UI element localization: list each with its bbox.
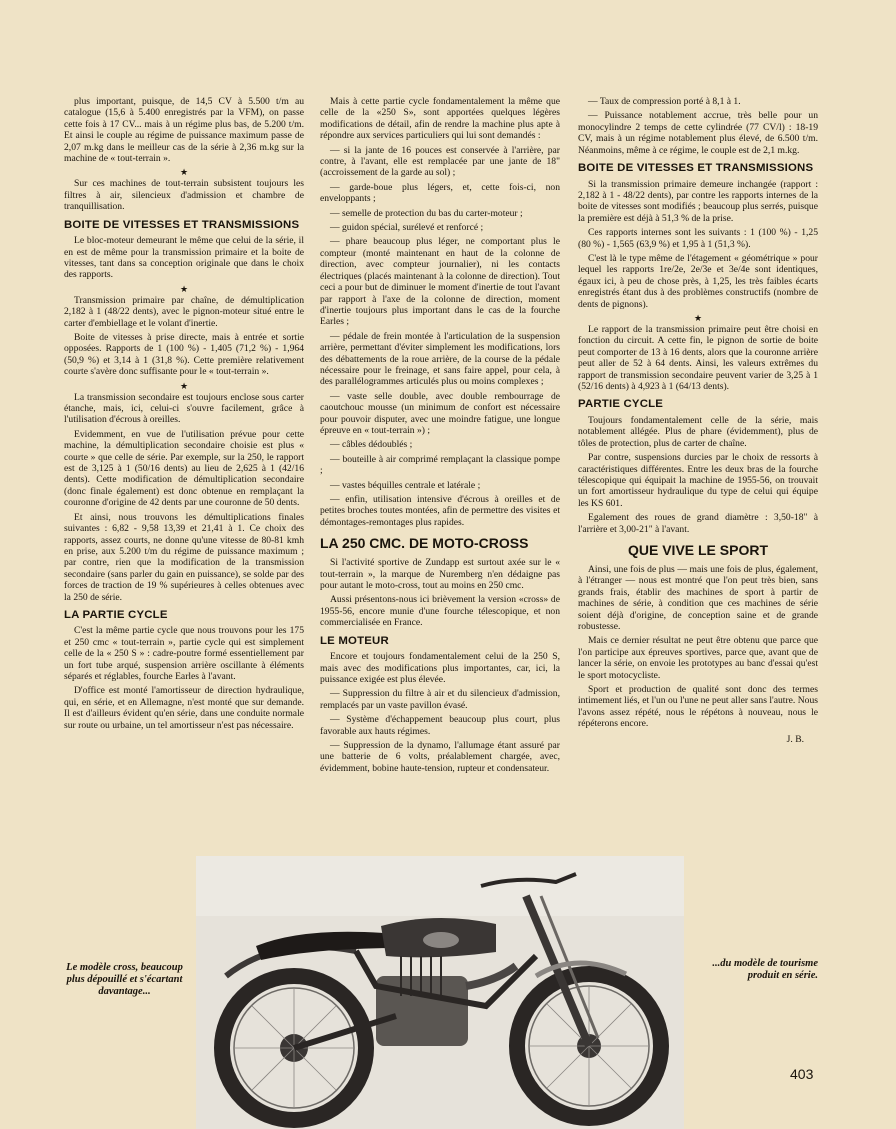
paragraph: Ces rapports internes sont les suivants : 1 (100 %) - 1,25 (80 %) - 1,565 (63,9 %) et 1,95 à 1 (51,3 %). [578, 227, 818, 250]
paragraph: Boite de vitesses à prise directe, mais à entrée et sortie opposées. Rapports de 1 (100 %) - 1,405 (71,2 %) - 1,964 (50,9 %) et 3,14 à 1 (31,8 %). Cette première relativement courte s'avère donc suffisante pour le « tout-terrain ». [64, 332, 304, 378]
list-item: — vaste selle double, avec double rembourrage de caoutchouc mousse (un minimum de confort est nécessaire pour pouvoir disputer, avec une moindre fatigue, une longue épreuve en « tout-terrain ») ; [320, 390, 560, 436]
list-item: — Suppression de la dynamo, l'allumage étant assuré par une batterie de 6 volts, préalablement chargée, avec, évidemment, bobine haute-tension, rupteur et condensateur. [320, 740, 560, 774]
photo-caption-right: ...du modèle de tourisme produit en série. [712, 958, 818, 981]
paragraph: Toujours fondamentalement celle de la série, mais notablement allégée. Plus de phare (évidemment), plus de tôles de protection, plus de carter de chaîne. [578, 414, 818, 449]
paragraph: Le rapport de la transmission primaire peut être choisi en fonction du circuit. A cette fin, le pignon de sortie de boite peut comporter de 13 à 16 dents, alors que la couronne arrière peut aller de 52 à 64 dents. Ainsi, les valeurs extrêmes du rapport de transmission secondaire peuvent varier de 3,25 à 1 (52/16 dents) à 4,923 à 1 (64/13 dents). [578, 324, 818, 393]
paragraph: Evidemment, en vue de l'utilisation prévue pour cette machine, la démultiplication secondaire choisie est plus « courte » que celle de série. Par exemple, sur la 250, le rapport est de 3,125 à 1 (50/16 dents) au lieu de 2,625 à 1 (42/16 dents). Cette modification de démultiplication secondaire (donc finale également) est donc obtenue en remplaçant la couronne d'origine de 42 dents par une couronne de 50 dents. [64, 428, 304, 509]
paragraph: Si la transmission primaire demeure inchangée (rapport : 2,182 à 1 - 48/22 dents), par contre les rapports internes de la boite de vitesses sont modifiés ; beaucoup plus serrés, puisque la première est déjà à 51,3 % de la prise. [578, 178, 818, 224]
author-signature: J. B. [786, 733, 804, 745]
separator-star: ★ [179, 380, 189, 391]
separator-star: ★ [179, 167, 189, 178]
paragraph: Ainsi, une fois de plus — mais une fois de plus, également, à l'étranger — nous est montré que l'on peut très bien, sans grands frais, établir des machines de sport à partir de machines de série, à condition que ces machines de série soient déjà d'origine, de conception saine et de grande robustesse. [578, 564, 818, 633]
text-column-3 [578, 96, 818, 745]
paragraph: C'est là le type même de l'étagement « géométrique » pour lequel les rapports 1re/2e, 2e/3e et 3e/4e sont identiques, égaux ici, à peu de chose près, à 1,25, les très faibles écarts enregistrés étant dus à des problèmes constructifs (nombre de dents de pignons). [578, 252, 818, 310]
paragraph: D'office est monté l'amortisseur de direction hydraulique, qui, en série, et en Allemagne, n'est monté que sur demande. Il est d'ailleurs évident qu'en série, dans une conduite normale sur route ou urbaine, un tel amortisseur n'est pas nécessaire. [64, 685, 304, 731]
list-item: — si la jante de 16 pouces est conservée à l'arrière, par contre, à l'avant, elle est remplacée par une jante de 18" (accroissement de la garde au sol) ; [320, 144, 560, 179]
section-heading: LA PARTIE CYCLE [64, 608, 168, 621]
separator-star: ★ [693, 313, 703, 323]
paragraph: Egalement des roues de grand diamètre : 3,50-18" à l'arrière et 3,00-21" à l'avant. [578, 512, 818, 535]
section-heading: BOITE DE VITESSES ET TRANSMISSIONS [578, 162, 814, 175]
paragraph: La transmission secondaire est toujours enclose sous carter étanche, mais, ici, celui-ci s'ouvre facilement, grâce à l'utilisation d'écrous à oreilles. [64, 391, 304, 426]
paragraph: Sur ces machines de tout-terrain subsistent toujours les filtres à air, silencieux d'admission et chambre de tranquillisation. [64, 178, 304, 213]
list-item: — enfin, utilisation intensive d'écrous à oreilles et de petites broches toutes montées, afin de permettre des visites et démontages-remontages plus rapides. [320, 494, 560, 528]
page-number: 403 [790, 1066, 814, 1082]
paragraph: Mais à cette partie cycle fondamentalement la même que celle de la «250 S», sont apportées quelques légères modifications de détail, afin de rendre la machine plus apte à répondre aux services particuliers qui lui sont demandés : [320, 96, 560, 142]
paragraph: Aussi présentons-nous ici brièvement la version «cross» de 1955-56, encore munie d'une fourche télescopique, et non commercialisée en France. [320, 594, 560, 629]
text-column-1 [64, 96, 304, 734]
separator-star: ★ [179, 283, 189, 294]
motorcycle-illustration [196, 856, 684, 1129]
paragraph: Mais ce dernier résultat ne peut être obtenu que parce que l'on participe aux épreuves sportives, parce que, avant que de lancer la série, on envoie les prototypes au banc d'essai qu'est le sport motocycliste. [578, 635, 818, 681]
photo-caption-left: Le modèle cross, beaucoup plus dépouillé et s'écartant davantage... [66, 962, 183, 997]
paragraph: Encore et toujours fondamentalement celui de la 250 S, mais avec des modifications plus importantes, car, ici, la puissance exigée est plus élevée. [320, 651, 560, 685]
section-heading: PARTIE CYCLE [578, 398, 664, 411]
paragraph: Le bloc-moteur demeurant le même que celui de la série, il en est de même pour la transmission primaire et la boite de vitesses, tant dans sa conception originale que dans le choix des rapports. [64, 235, 304, 281]
section-heading: BOITE DE VITESSES ET TRANSMISSIONS [64, 218, 300, 231]
list-item: — Système d'échappement beaucoup plus court, plus favorable aux hauts régimes. [320, 714, 560, 737]
text-column-2 [320, 96, 560, 777]
paragraph: Par contre, suspensions durcies par le choix de ressorts à caractéristiques différentes. Entre les deux bras de la fourche télescopique qui équipait la machine de 1955-56, on trouvait un fort amortisseur hydraulique du type de celui qui équipe les KS 601. [578, 452, 818, 509]
section-title: QUE VIVE LE SPORT [627, 542, 769, 558]
list-item: — Suppression du filtre à air et du silencieux d'admission, remplacés par un vaste pavillon évasé. [320, 688, 560, 711]
paragraph: plus important, puisque, de 14,5 CV à 5.500 t/m au catalogue (15,6 à 5.400 enregistrés par la VFM), on passe cette fois à 17 CV... mais à un régime plus bas, de 5.200 t/m. Et ainsi le couple au régime de puissance maximum passe de 2,07 m.kg dans le meilleur cas de la série à 2,36 m.kg sur la machine de « tout-terrain ». [64, 96, 304, 165]
paragraph: Sport et production de qualité sont donc des termes intimement liés, et l'un ou l'une ne peut aller sans l'autre. Nous l'avons assez répété, nous le répétons à nouveau, nous le répéterons encore. [578, 684, 818, 730]
paragraph: C'est la même partie cycle que nous trouvons pour les 175 et 250 cmc « tout-terrain », partie cycle qui est simplement celle de la « 250 S » : cadre-poutre formé essentiellement par un fort tube arqué, suspension arrière oscillante à éléments séparés et réglables, fourche Earles à l'avant. [64, 625, 304, 683]
list-item: — pédale de frein montée à l'articulation de la suspension arrière, permettant d'éviter simplement les modifications, lors des débattements de la roue arrière, de la course de la pédale nécessaire pour le freinage, et sans faire appel, pour cela, à des parallélogrammes articulés plus ou moins complexes ; [320, 330, 560, 388]
section-title: LA 250 CMC. DE MOTO-CROSS [320, 535, 529, 552]
paragraph: Transmission primaire par chaîne, de démultiplication 2,182 à 1 (48/22 dents), avec le pignon-moteur situé entre le carter d'embiellage et le volant d'inertie. [64, 294, 304, 329]
section-heading: LE MOTEUR [320, 634, 389, 647]
list-item: — Taux de compression porté à 8,1 à 1. [588, 96, 741, 107]
list-item: — phare beaucoup plus léger, ne comportant plus le compteur (monté maintenant en haut de la colonne de direction, avec compteur journalier), ni les contacts électriques (placés maintenant à la colonne de direction). Tout ceci a pour but de diminuer le moment d'inertie de tout l'avant par rapport à l'axe de la colonne de direction, moment d'inertie toujours plus important dans le cas de la fourche Earles ; [320, 236, 560, 328]
list-item: — garde-boue plus légers, et, cette fois-ci, non enveloppants ; [320, 181, 560, 205]
motorcycle-photo [196, 856, 684, 1129]
list-item: — Puissance notablement accrue, très belle pour un monocylindre 2 temps de cette cylindrée (77 CV/l) : 18-19 CV, mais à un régime notablement plus élevé, de 6.500 t/m. Néanmoins, même à ce régime, le couple est de 2,1 m.kg. [578, 110, 818, 156]
list-item: — vastes béquilles centrale et latérale ; [330, 479, 481, 491]
paragraph: Et ainsi, nous trouvons les démultiplications finales suivantes : 6,82 - 9,58 13,39 et 21,41 à 1. Ce choix des rapports, assez courts, ne donne qu'une vitesse de 80-81 kmh en prise, aux 5.200 t/m du régime de puissance maximum ; par contre, rien que la modification de la transmission secondaire (sans parler du gain en puissance), se solde par des forces de traction de 19 % supérieures à celles obtenues avec la 250 de série. [64, 511, 304, 603]
list-item: — semelle de protection du bas du carter-moteur ; [330, 207, 523, 219]
list-item: — câbles dédoublés ; [330, 439, 413, 451]
list-item: — guidon spécial, surélevé et renforcé ; [330, 222, 484, 234]
list-item: — bouteille à air comprimé remplaçant la classique pompe ; [320, 453, 560, 477]
paragraph: Si l'activité sportive de Zundapp est surtout axée sur le « tout-terrain », la marque de Nuremberg n'en dédaigne pas pour autant le moto-cross, tout au moins en 250 cmc. [320, 557, 560, 592]
